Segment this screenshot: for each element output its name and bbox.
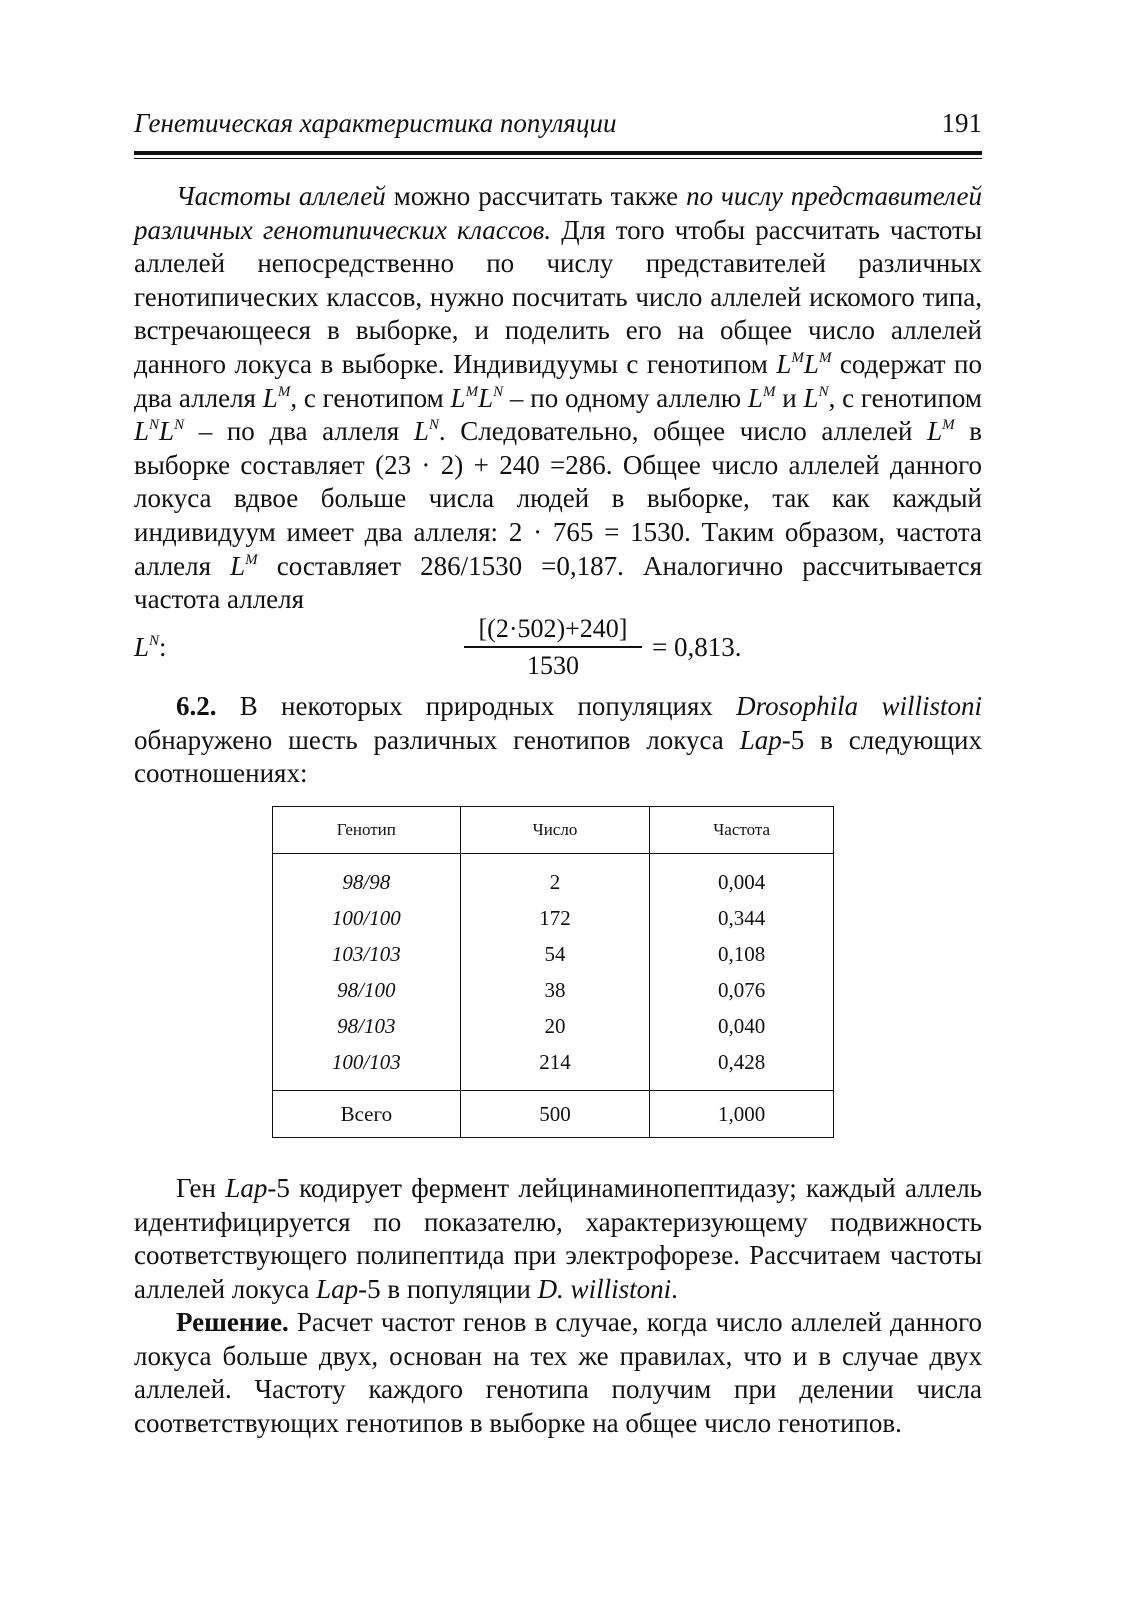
table-total-row (273, 1091, 834, 1138)
table-row (273, 936, 834, 972)
locus-name: Lap-5 (316, 1273, 381, 1304)
paragraph-solution (134, 1306, 982, 1440)
text-span: в популяции (380, 1273, 538, 1304)
cell-count: 2 (460, 854, 650, 901)
fraction-numerator: [(2·502)+240] (478, 614, 628, 643)
text-span: , с генотипом (828, 382, 982, 413)
cell-genotype: 98/98 (273, 854, 461, 901)
fraction-denominator: 1530 (527, 650, 579, 680)
genotype-table (272, 806, 834, 1138)
genotype-LNLN: $L^NL^N$ (134, 416, 185, 447)
locus-name: Lap-5 (739, 724, 805, 755)
term-allele-frequencies: Частоты аллелей (176, 181, 386, 211)
paragraph-allele-frequencies (134, 180, 982, 617)
text-span: Расчет частот генов в случае, когда число аллелей данного локуса больше двух, основан на тех же правилах, что и в случае двух аллелей. Частоту каждого генотипа получим при делении числа соответствующих генотипов в выборке на общее число генотипов. (134, 1307, 982, 1438)
text-span: Для того чтобы рассчитать частоты аллелей непосредственно по числу представителей различных генотипических классов, нужно посчитать число аллелей искомого типа, встречающееся в выборке, и поделить его на общее число аллелей данного локуса в выборке. Индивидуумы с генотипом (134, 214, 983, 379)
fraction-bar (464, 646, 642, 648)
allele-LN: $L^N$ (803, 382, 829, 413)
formula-lead: $L^N$: (134, 632, 167, 662)
text-span: . (671, 1273, 678, 1304)
text-span: Ген (176, 1173, 226, 1203)
allele-LM: $L^M$ (262, 382, 291, 413)
problem-number: 6.2. (176, 691, 217, 721)
cell-total-label: Всего (273, 1091, 461, 1138)
header-rule-thick (134, 151, 982, 155)
cell-count: 214 (460, 1044, 650, 1091)
column-header-frequency: Частота (650, 807, 834, 854)
table-row (273, 972, 834, 1008)
paragraph-problem-6-2 (134, 690, 982, 791)
table-header-row (273, 807, 834, 854)
cell-frequency: 0,076 (650, 972, 834, 1008)
text-span: . Следовательно, общее число аллелей (438, 416, 928, 447)
table-row (273, 900, 834, 936)
genotype-LMLN: $L^ML^N$ (450, 382, 504, 413)
column-header-genotype: Генотип (273, 807, 461, 854)
locus-name: Lap-5 (225, 1173, 290, 1203)
column-header-count: Число (460, 807, 650, 854)
cell-genotype: 100/103 (273, 1044, 461, 1091)
cell-count: 20 (460, 1008, 650, 1044)
species-name: Drosophila willistoni (736, 691, 982, 721)
cell-frequency: 0,040 (650, 1008, 834, 1044)
table-row (273, 1008, 834, 1044)
text-span: обнаружено шесть различных генотипов локуса (134, 724, 740, 755)
formula-result: = 0,813. (652, 632, 742, 662)
cell-count: 38 (460, 972, 650, 1008)
formula-LN-frequency (134, 614, 982, 684)
text-span: – по одному аллелю (503, 382, 748, 413)
solution-label: Решение. (176, 1307, 289, 1337)
cell-frequency: 0,428 (650, 1044, 834, 1091)
allele-LM: $L^M$ (230, 550, 258, 581)
text-span: в выборке составляет (23 · 2) + 240 =286. Общее число аллелей данного локуса вдвое больше числа людей в выборке, так как каждый индивидуум имеет два аллеля: 2 · 765 = 1530. Таким образом, частота аллеля (134, 416, 982, 581)
cell-total-frequency: 1,000 (650, 1091, 834, 1138)
header-rule-thin (134, 158, 982, 159)
text-span: В некоторых природных популяциях (216, 691, 737, 721)
species-name: D. willistoni (537, 1273, 672, 1304)
cell-frequency: 0,004 (650, 854, 834, 901)
allele-LM: $L^M$ (927, 416, 955, 447)
cell-frequency: 0,108 (650, 936, 834, 972)
text-span: можно рассчитать также (385, 181, 687, 211)
paragraph-lap5-description (134, 1172, 982, 1306)
text-span: в следующих соотношениях: (134, 724, 982, 789)
text-span: и (775, 382, 804, 413)
text-span: – по два аллеля (184, 416, 414, 447)
text-span: , с генотипом (290, 382, 451, 413)
running-title: Генетическая характеристика популяции (134, 108, 617, 138)
running-head (134, 108, 982, 148)
text-span: содержат по два аллеля (134, 348, 982, 413)
text-span: кодирует фермент лейцинаминопептидазу; каждый аллель идентифицируется по показателю, характеризующему подвижность соответствующего полипептида при электрофорезе. Рассчитаем частоты аллелей локуса (134, 1173, 982, 1304)
cell-genotype: 100/100 (273, 900, 461, 936)
allele-LN: $L^N$ (134, 632, 160, 662)
cell-frequency: 0,344 (650, 900, 834, 936)
fraction (464, 614, 642, 681)
cell-total-count: 500 (460, 1091, 650, 1138)
cell-count: 172 (460, 900, 650, 936)
allele-LM: $L^M$ (747, 382, 776, 413)
cell-genotype: 103/103 (273, 936, 461, 972)
table-row (273, 1044, 834, 1091)
cell-genotype: 98/103 (273, 1008, 461, 1044)
page-number: 191 (941, 108, 982, 138)
table-row (273, 854, 834, 901)
term-by-class-count: по числу представителей различных генотипических классов. (134, 181, 983, 245)
genotype-LMLM: $L^ML^M$ (776, 348, 832, 379)
allele-LN: $L^N$ (413, 416, 439, 447)
text-span: составляет 286/1530 =0,187. Аналогично рассчитывается частота аллеля (134, 550, 983, 615)
cell-count: 54 (460, 936, 650, 972)
cell-genotype: 98/100 (273, 972, 461, 1008)
